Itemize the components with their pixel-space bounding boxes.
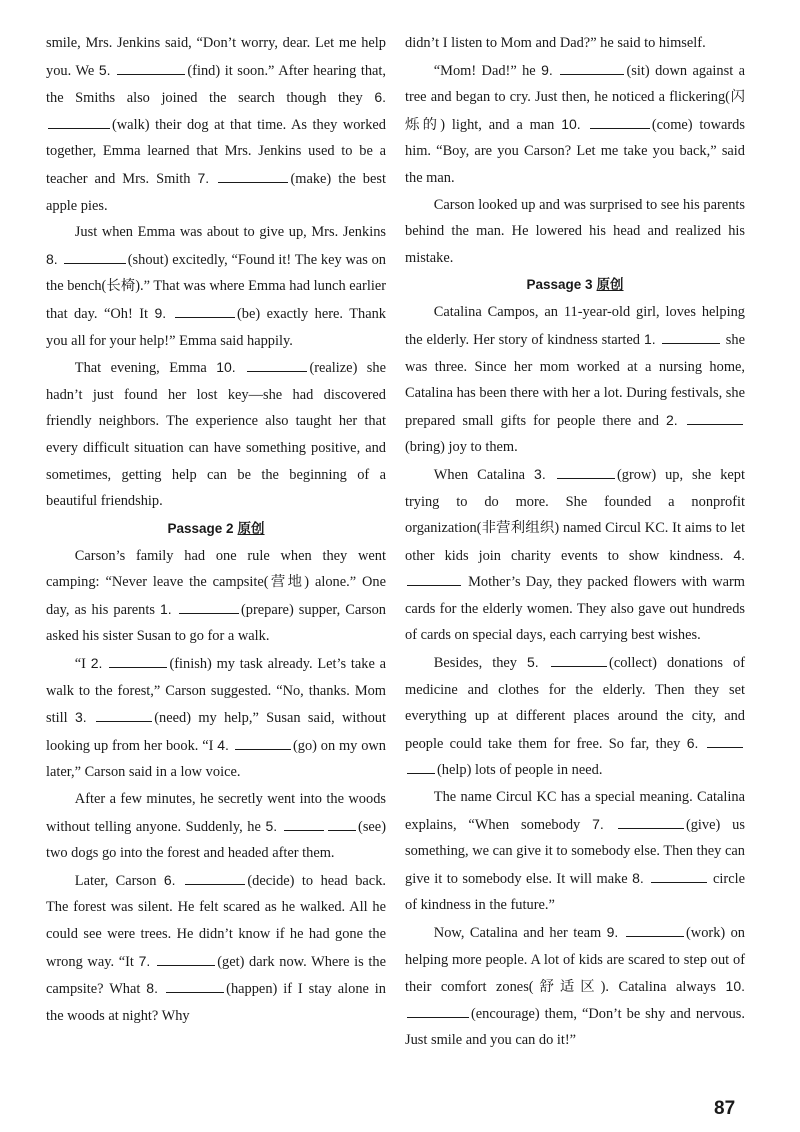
text-run: (shout) excitedly, “Found it! The key was on the bench(长椅).” That was where Emma had lunch earlier that day. “Oh! It [46, 251, 386, 322]
answer-blank[interactable] [96, 720, 152, 722]
passage3-paragraph [405, 784, 745, 919]
answer-blank[interactable] [560, 73, 624, 75]
answer-blank[interactable] [328, 829, 356, 831]
text-run: Just when Emma was about to give up, Mrs. Jenkins [74, 224, 386, 241]
passage3-paragraph [405, 299, 745, 461]
passage2-paragraph [46, 786, 386, 867]
answer-blank[interactable] [590, 127, 650, 129]
text-run: (come) towards him. “Boy, are you Carson? Let me take you back,” said the man. [405, 116, 745, 186]
text-run: Catalina Campos, an 11-year-old girl, loves helping the elderly. Her story of kindness started [405, 304, 745, 348]
text-run: “I [74, 656, 91, 673]
blank-number: 10. [561, 115, 588, 132]
passage2-paragraph [46, 650, 386, 786]
passage2-title: Passage 2 [167, 520, 234, 536]
blank-number: 2. [665, 411, 685, 428]
blank-number: 8. [46, 250, 62, 267]
blank-number: 1. [643, 330, 660, 347]
blank-number: 5. [527, 654, 550, 671]
answer-blank[interactable] [218, 181, 288, 183]
text-run: Mother’s Day, they packed flowers with warm cards for the elderly women. They also gave out hundreds of cards on special days, each carrying best wishes. [405, 574, 745, 644]
blank-number: 9. [541, 61, 559, 78]
text-run: (make) the best apple pies. [46, 170, 386, 214]
blank-number: 5. [98, 61, 116, 78]
text-run: “Mom! Dad!” he [433, 62, 542, 79]
passage2-original-tag: 原创 [237, 520, 265, 536]
blank-number: 7. [138, 952, 156, 969]
passage2-paragraph [46, 867, 386, 1030]
blank-number: 5. [265, 817, 283, 834]
passage2-paragraph [405, 57, 745, 192]
text-run: (bring) joy to them. [405, 439, 518, 456]
answer-blank[interactable] [64, 262, 126, 264]
text-run: (grow) up, she kept trying to do more. She founded a nonprofit organization(非营利组织) named Circul KC. It aims to let other kids join charity events to show kindness. [405, 466, 745, 564]
text-run: (decide) to head back. The forest was silent. He felt scared as he walked. All he could see were trees. He didn’t know if he had gone the wrong way. “It [46, 872, 386, 970]
answer-blank[interactable] [557, 477, 615, 479]
passage1-paragraph [46, 30, 386, 219]
blank-number: 10. [216, 359, 246, 376]
answer-blank[interactable] [662, 342, 720, 344]
page-number: 87 [714, 1098, 736, 1119]
text-run: (get) dark now. Where is the campsite? What [46, 953, 386, 998]
answer-blank[interactable] [175, 316, 235, 318]
text-run: (walk) their dog at that time. As they worked together, Emma learned that Mrs. Jenkins used to be a teacher and Mrs. Smith [46, 116, 386, 187]
blank-number: 8. [632, 869, 649, 886]
passage3-paragraph [405, 919, 745, 1054]
text-run: Carson’s family had one rule when they went camping: “Never leave the campsite(营地) alone.” One day, as his parents [46, 547, 386, 618]
text-run: circle of kindness in the future.” [405, 870, 745, 914]
passage2-heading [46, 515, 386, 543]
blank-number: 6. [163, 871, 184, 888]
text-run: (go) on my own later,” Carson said in a low voice. [46, 737, 386, 781]
blank-number: 1. [159, 600, 178, 617]
blank-number: 8. [146, 980, 165, 997]
answer-blank[interactable] [179, 612, 239, 614]
text-run: Carson looked up and was surprised to see his parents behind the man. He lowered his head and realized his mistake. [405, 196, 745, 266]
text-run: (work) on helping more people. A lot of kids are scared to step out of their comfort zones(舒适区). Catalina always [405, 925, 745, 996]
answer-blank[interactable] [407, 772, 435, 774]
passage2-paragraph [405, 192, 745, 272]
passage3-heading [405, 271, 745, 299]
text-run: (encourage) them, “Don’t be shy and nervous. Just smile and you can do it!” [405, 1005, 745, 1049]
text-run: (prepare) supper, Carson asked his sister Susan to go for a walk. [46, 601, 386, 645]
answer-blank[interactable] [48, 127, 110, 129]
text-run: (be) exactly here. Thank you all for your help!” Emma said happily. [46, 305, 386, 349]
answer-blank[interactable] [707, 746, 743, 748]
blank-number: 6. [686, 734, 705, 751]
answer-blank[interactable] [247, 370, 307, 372]
text-run: didn’t I listen to Mom and Dad?” he said to himself. [405, 35, 706, 51]
passage3-paragraph [405, 461, 745, 649]
answer-blank[interactable] [117, 73, 185, 75]
text-run: (see) two dogs go into the forest and headed after them. [46, 818, 386, 862]
text-run: (sit) down against a tree and began to cry. Just then, he noticed a flickering(闪烁的) light, and a man [405, 62, 745, 133]
text-run: When Catalina [433, 466, 535, 483]
text-run: (collect) donations of medicine and clothes for the elderly. Then they set everything up at different places around the city, and people could take them for free. So far, they [405, 655, 745, 752]
answer-blank[interactable] [235, 748, 291, 750]
left-column [46, 30, 386, 1029]
answer-blank[interactable] [166, 991, 224, 993]
text-run: (find) it soon.” After hearing that, the Smiths also joined the search though they [46, 62, 386, 107]
text-run: smile, Mrs. Jenkins said, “Don’t worry, dear. Let me help you. We [46, 35, 386, 79]
blank-number: 4. [733, 546, 745, 563]
answer-blank[interactable] [618, 827, 684, 829]
text-run: Later, Carson [74, 872, 164, 889]
text-run: (happen) if I stay alone in the woods at night? Why [46, 981, 387, 1024]
answer-blank[interactable] [284, 829, 324, 831]
answer-blank[interactable] [407, 584, 461, 586]
answer-blank[interactable] [651, 881, 707, 883]
text-run: (help) lots of people in need. [437, 762, 603, 779]
blank-number: 6. [374, 89, 386, 106]
blank-number: 9. [154, 304, 173, 321]
blank-number: 7. [197, 169, 217, 186]
text-run: The name Circul KC has a special meaning. Catalina explains, “When somebody [405, 789, 745, 833]
blank-number: 9. [606, 924, 625, 940]
text-run: (need) my help,” Susan said, without looking up from her book. “I [46, 710, 386, 754]
text-run: she was three. Since her mom worked at a nursing home, Catalina has been there with her a lot. During festivals, she prepared small gifts for people there and [405, 331, 745, 429]
passage3-title: Passage 3 [526, 277, 593, 293]
answer-blank[interactable] [687, 423, 743, 425]
answer-blank[interactable] [109, 666, 167, 668]
passage3-original-tag: 原创 [596, 277, 624, 293]
passage2-paragraph [46, 543, 386, 650]
text-run: (finish) my task already. Let’s take a walk to the forest,” Carson suggested. “No, thanks. Mom still [46, 656, 386, 727]
answer-blank[interactable] [157, 964, 215, 966]
answer-blank[interactable] [551, 665, 607, 667]
passage3-paragraph [405, 649, 745, 784]
text-run: Now, Catalina and her team [433, 925, 607, 941]
answer-blank[interactable] [407, 1016, 469, 1018]
text-run: Besides, they [433, 655, 528, 672]
text-run: That evening, Emma [74, 360, 217, 377]
blank-number: 4. [217, 736, 233, 753]
text-run: (give) us something, we can give it to somebody else. Then they can give it to somebody else. It will make [405, 816, 745, 887]
text-run: After a few minutes, he secretly went into the woods without telling anyone. Suddenly, he [46, 791, 386, 835]
answer-blank[interactable] [626, 935, 684, 937]
text-run: (realize) she hadn’t just found her lost key—she had discovered friendly neighbors. The experience also taught her that every difficult situation can have something positive, and sometimes, getting help can be the beginning of a beautiful friendship. [46, 360, 386, 510]
passage1-paragraph [46, 354, 386, 515]
right-column [405, 30, 745, 1054]
blank-number: 10. [725, 978, 745, 995]
passage1-paragraph [46, 219, 386, 354]
blank-number: 3. [534, 465, 555, 482]
blank-number: 7. [592, 815, 616, 832]
blank-number: 3. [74, 709, 95, 726]
blank-number: 2. [90, 655, 108, 672]
passage2-paragraph [405, 30, 745, 57]
answer-blank[interactable] [185, 883, 245, 885]
